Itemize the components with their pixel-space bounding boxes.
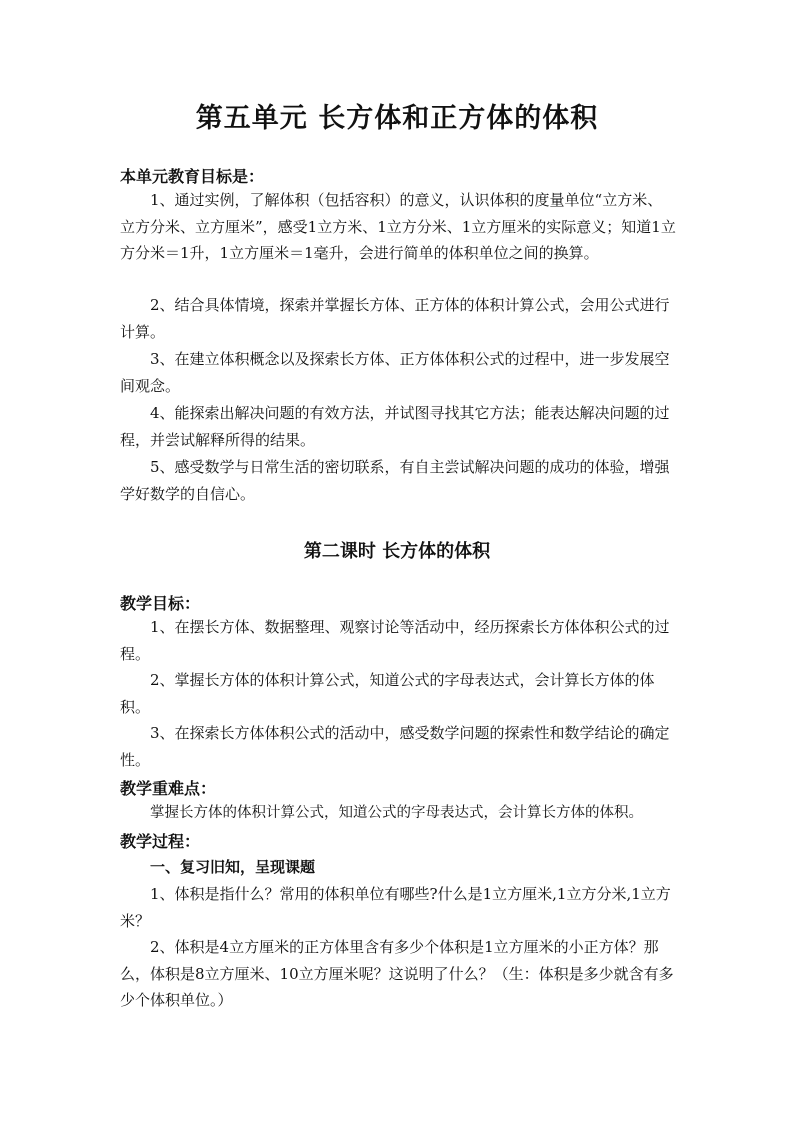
unit-goal-1: 1、通过实例，了解体积（包括容积）的意义，认识体积的度量单位“立方米、立方分米、立方厘米”，感受1立方米、1立方分米、1立方厘米的实际意义；知道1立方分米＝1升，1立方厘米＝1毫升，会进行简单的体积单位之间的换算。 xyxy=(120,191,676,262)
unit-goal-5: 5、感受数学与日常生活的密切联系，有自主尝试解决问题的成功的体验，增强学好数学的自信心。 xyxy=(120,458,670,503)
unit-goal-4: 4、能探索出解决问题的有效方法，并试图寻找其它方法；能表达解决问题的过程，并尝试解释所得的结果。 xyxy=(120,404,670,449)
teaching-goal-3: 3、在探索长方体体积公式的活动中，感受数学问题的探索性和数学结论的确定性。 xyxy=(120,724,670,769)
teaching-goals-heading: 教学目标： xyxy=(120,594,201,613)
lesson-title: 第二课时 长方体的体积 xyxy=(303,541,491,562)
key-points-text: 掌握长方体的体积计算公式，知道公式的字母表达式，会计算长方体的体积。 xyxy=(150,805,643,821)
key-points-heading: 教学重难点： xyxy=(120,779,217,798)
teaching-goal-2: 2、掌握长方体的体积计算公式，知道公式的字母表达式，会计算长方体的体积。 xyxy=(120,671,655,716)
unit-goal-2: 2、结合具体情境，探索并掌握长方体、正方体的体积计算公式，会用公式进行计算。 xyxy=(120,296,670,341)
unit-title: 第五单元 长方体和正方体的体积 xyxy=(195,103,599,134)
process-item-2: 2、体积是4立方厘米的正方体里含有多少个体积是1立方厘米的小正方体？那么，体积是8立方厘米、10立方厘米呢？这说明了什么？（生：体积是多少就含有多少个体积单位。） xyxy=(120,938,674,1009)
process-heading: 教学过程： xyxy=(120,832,201,851)
process-section-1-title: 一、复习旧知，呈现课题 xyxy=(150,858,316,876)
teaching-goal-1: 1、在摆长方体、数据整理、观察讨论等活动中，经历探索长方体体积公式的过程。 xyxy=(120,618,670,663)
process-item-1: 1、体积是指什么？常用的体积单位有哪些?什么是1立方厘米,1立方分米,1立方米？ xyxy=(120,885,671,930)
unit-goal-3: 3、在建立体积概念以及探索长方体、正方体体积公式的过程中，进一步发展空间观念。 xyxy=(120,350,670,395)
unit-goals-heading: 本单元教育目标是： xyxy=(120,167,265,186)
